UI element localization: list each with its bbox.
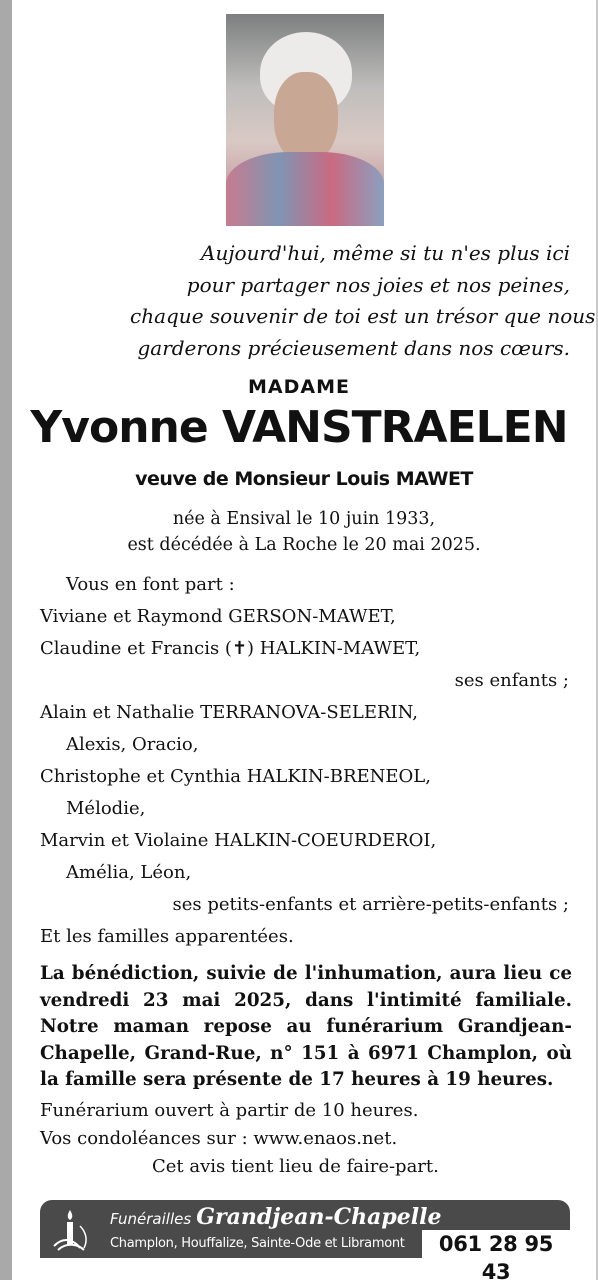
- relatives-line: Et les familles apparentées.: [40, 926, 294, 947]
- widow-of: veuve de Monsieur Louis MAWET: [135, 468, 473, 490]
- poem-line: garderons précieusement dans nos cœurs.: [137, 335, 570, 360]
- deceased-name: Yvonne VANSTRAELEN: [30, 402, 568, 453]
- candle-logo-icon: [50, 1206, 100, 1252]
- family-child: Viviane et Raymond GERSON-MAWET,: [40, 606, 396, 627]
- brand-prefix: Funérailles: [110, 1210, 192, 1228]
- family-grandchild: Alexis, Oracio,: [66, 734, 199, 755]
- brand-name: Grandjean-Chapelle: [196, 1204, 442, 1230]
- poem-line: Aujourd'hui, même si tu n'es plus ici: [201, 241, 570, 265]
- family-grandchild: Marvin et Violaine HALKIN-COEURDEROI,: [40, 830, 437, 851]
- family-grandchild: Mélodie,: [66, 798, 146, 819]
- birth-death-dates: [0, 506, 598, 558]
- funeral-home-name: [110, 1204, 441, 1230]
- grandchildren-label: ses petits-enfants et arrière-petits-enfants ;: [172, 894, 569, 915]
- family-child: Claudine et Francis (✝) HALKIN-MAWET,: [40, 638, 421, 659]
- children-label: ses enfants ;: [454, 670, 569, 691]
- condolences-line: Vos condoléances sur : www.enaos.net.: [40, 1128, 398, 1149]
- phone-number: 061 28 95 43: [422, 1230, 570, 1258]
- left-border: [0, 0, 12, 1280]
- poem-line: pour partager nos joies et nos peines,: [186, 272, 570, 297]
- family-grandchild: Christophe et Cynthia HALKIN-BRENEOL,: [40, 766, 431, 787]
- poem-line: chaque souvenir de toi est un trésor que nous: [130, 304, 596, 328]
- death-line: est décédée à La Roche le 20 mai 2025.: [127, 535, 481, 555]
- funeral-home-towns: Champlon, Houffalize, Sainte-Ode et Libramont: [110, 1236, 405, 1251]
- family-grandchild: Amélia, Léon,: [66, 862, 192, 883]
- honorific: MADAME: [248, 376, 350, 398]
- funeral-home-banner: [40, 1200, 570, 1284]
- notice-line: Cet avis tient lieu de faire-part.: [152, 1156, 439, 1177]
- family-intro: Vous en font part :: [66, 574, 235, 595]
- birth-line: née à Ensival le 10 juin 1933,: [172, 509, 436, 529]
- portrait-photo: [226, 14, 384, 226]
- ceremony-details: La bénédiction, suivie de l'inhumation, aura lieu ce vendredi 23 mai 2025, dans l'intimité familiale. Notre maman repose au funérarium Grandjean-Chapelle, Grand-Rue, n° 151 à 6971 Champlon, où la famille sera présente de 17 heures à 19 heures.: [40, 963, 572, 1090]
- funeral-home-opening: Funérarium ouvert à partir de 10 heures.: [40, 1100, 419, 1121]
- family-grandchild: Alain et Nathalie TERRANOVA-SELERIN,: [40, 702, 418, 723]
- poem: [130, 238, 596, 364]
